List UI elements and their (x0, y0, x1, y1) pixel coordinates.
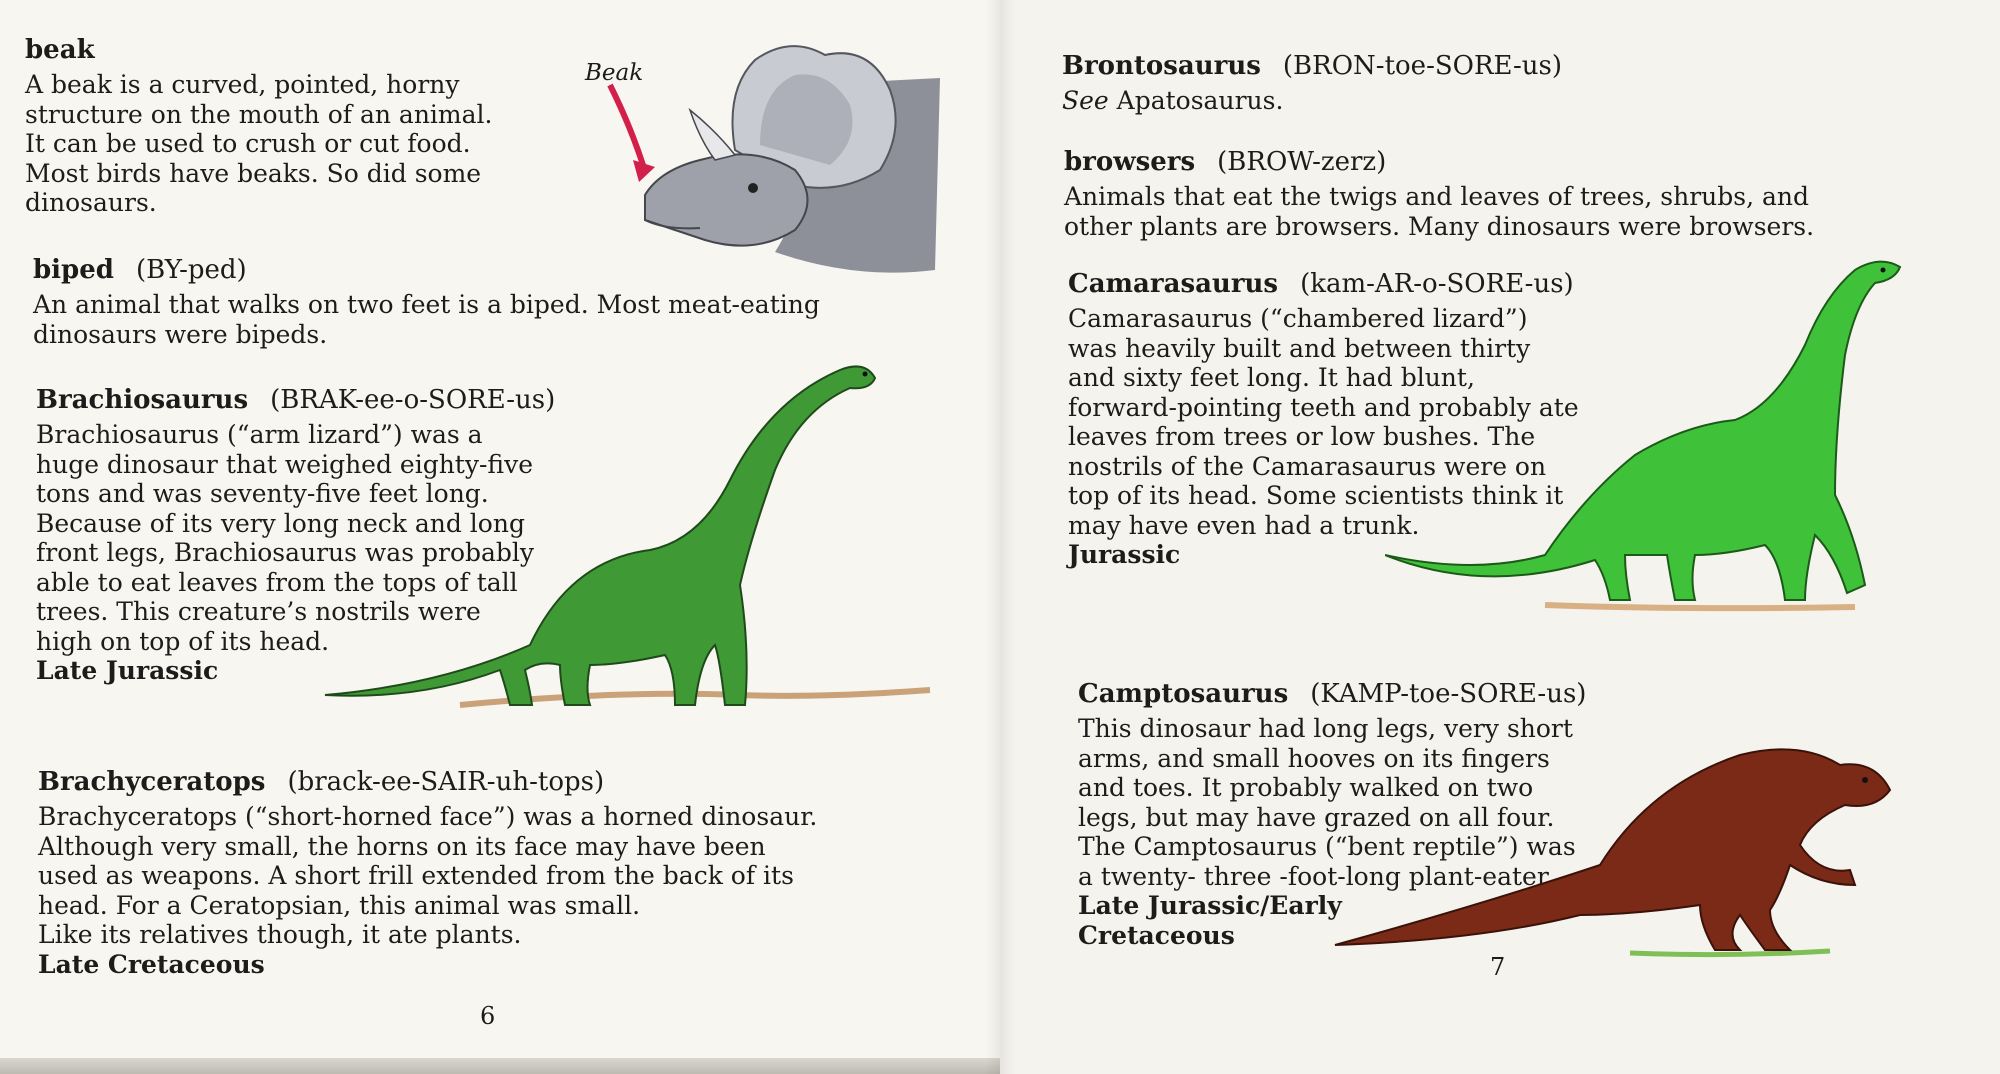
beak-figure-label: Beak (585, 60, 644, 86)
term: Brontosaurus (1062, 51, 1261, 81)
pointer-arrow (610, 85, 643, 165)
entry-heading (25, 34, 525, 66)
line: Most birds have beaks. So did some (25, 158, 482, 188)
period-line: Late Jurassic/Early (1078, 891, 1342, 920)
geologic-period: Late Jurassic (36, 656, 219, 685)
line: dinosaurs were bipeds. (33, 319, 328, 349)
camarasaurus-illustration (1385, 255, 1950, 635)
pronunciation: (BRAK-ee-o-SORE-us) (270, 385, 556, 415)
line: leaves from trees or low bushes. The (1068, 422, 1536, 451)
line: high on top of its head. (36, 626, 330, 656)
pronunciation: (kam-AR-o-SORE-us) (1300, 269, 1574, 299)
term: Camptosaurus (1078, 679, 1289, 709)
line: structure on the mouth of an animal. (25, 99, 493, 129)
term: browsers (1064, 147, 1196, 177)
camptosaurus-illustration (1330, 725, 1970, 975)
line: A beak is a curved, pointed, horny (25, 70, 460, 99)
pronunciation: (KAMP-toe-SORE-us) (1310, 679, 1587, 709)
page-number: 7 (1490, 953, 1506, 981)
line: head. For a Ceratopsian, this animal was small. (38, 890, 641, 920)
line: Because of its very long neck and long (36, 508, 525, 538)
brachiosaurus-illustration (320, 360, 970, 740)
camarasaurus-body (1385, 262, 1900, 600)
camptosaurus-body (1335, 749, 1890, 950)
entry-biped (33, 254, 863, 349)
line: a twenty- three -foot-long plant-eater. (1078, 861, 1554, 891)
right-page (1000, 0, 2000, 1074)
head (645, 154, 808, 245)
triceratops-head-illustration (605, 30, 950, 280)
period-line: Cretaceous (1078, 920, 1235, 950)
line: may have even had a trunk. (1068, 510, 1420, 540)
entry-heading (38, 766, 858, 798)
line: used as weapons. A short frill extended from the back of its (38, 861, 794, 890)
brachiosaurus-body (325, 366, 875, 705)
eye (1881, 268, 1886, 273)
definition (38, 802, 858, 950)
line: nostrils of the Camarasaurus were on (1068, 451, 1547, 481)
eye (748, 183, 758, 193)
line: and sixty feet long. It had blunt, (1068, 363, 1475, 392)
page-number: 6 (480, 1002, 496, 1030)
line: Brachyceratops (“short-horned face”) was a horned dinosaur. (38, 802, 818, 831)
see-label: See (1062, 86, 1109, 115)
line: trees. This creature’s nostrils were (36, 597, 481, 626)
entry-heading (33, 254, 863, 286)
line: Animals that eat the twigs and leaves of trees, shrubs, and (1064, 182, 1810, 211)
horn (690, 110, 735, 160)
line: tons and was seventy-five feet long. (36, 479, 489, 508)
see-target: Apatosaurus. (1116, 86, 1284, 115)
ground (1630, 951, 1830, 955)
pronunciation: (brack-ee-SAIR-uh-tops) (287, 767, 605, 797)
definition (25, 70, 525, 218)
pronunciation: (BROW-zerz) (1217, 147, 1387, 177)
line: huge dinosaur that weighed eighty-five (36, 449, 534, 479)
entry-beak (25, 34, 525, 218)
pronunciation: (BY-ped) (135, 255, 247, 285)
page-bottom-edge (0, 1058, 1000, 1074)
line: and toes. It probably walked on two (1078, 773, 1534, 802)
entry-heading (1064, 146, 1924, 178)
entry-brontosaurus (1062, 50, 1762, 116)
book-gutter (985, 0, 1015, 1074)
term: Brachiosaurus (36, 385, 249, 415)
term: Camarasaurus (1068, 269, 1279, 299)
term: biped (33, 255, 114, 285)
line: other plants are browsers. Many dinosaurs were browsers. (1064, 211, 1815, 241)
geologic-period: Late Cretaceous (38, 949, 265, 979)
entry-heading (1078, 678, 1598, 710)
line: front legs, Brachiosaurus was probably (36, 538, 535, 567)
line: Although very small, the horns on its face may have been (38, 831, 766, 861)
pronunciation: (BRON-toe-SORE-us) (1282, 51, 1563, 81)
definition (33, 290, 863, 349)
line: This dinosaur had long legs, very short (1078, 714, 1573, 743)
line: legs, but may have grazed on all four. (1078, 802, 1555, 832)
line: forward-pointing teeth and probably ate (1068, 392, 1579, 422)
cross-reference (1062, 86, 1762, 116)
eye (863, 372, 868, 377)
entry-heading (1062, 50, 1762, 82)
line: Camarasaurus (“chambered lizard”) (1068, 304, 1528, 333)
line: It can be used to crush or cut food. (25, 129, 471, 158)
entry-brachyceratops (38, 766, 858, 979)
term: beak (25, 35, 95, 65)
definition (1064, 182, 1924, 241)
line: An animal that walks on two feet is a biped. Most meat-eating (33, 290, 820, 319)
line: dinosaurs. (25, 188, 157, 217)
eye (1862, 777, 1868, 783)
term: Brachyceratops (38, 767, 266, 797)
line: top of its head. Some scientists think it (1068, 481, 1564, 510)
line: arms, and small hooves on its fingers (1078, 743, 1550, 773)
entry-browsers (1064, 146, 1924, 241)
line: Brachiosaurus (“arm lizard”) was a (36, 420, 483, 449)
line: Like its relatives though, it ate plants. (38, 920, 522, 949)
line: was heavily built and between thirty (1068, 333, 1531, 363)
line: able to eat leaves from the tops of tall (36, 567, 518, 597)
line: The Camptosaurus (“bent reptile”) was (1078, 832, 1576, 861)
geologic-period: Jurassic (1068, 540, 1181, 569)
ground (1545, 605, 1855, 608)
